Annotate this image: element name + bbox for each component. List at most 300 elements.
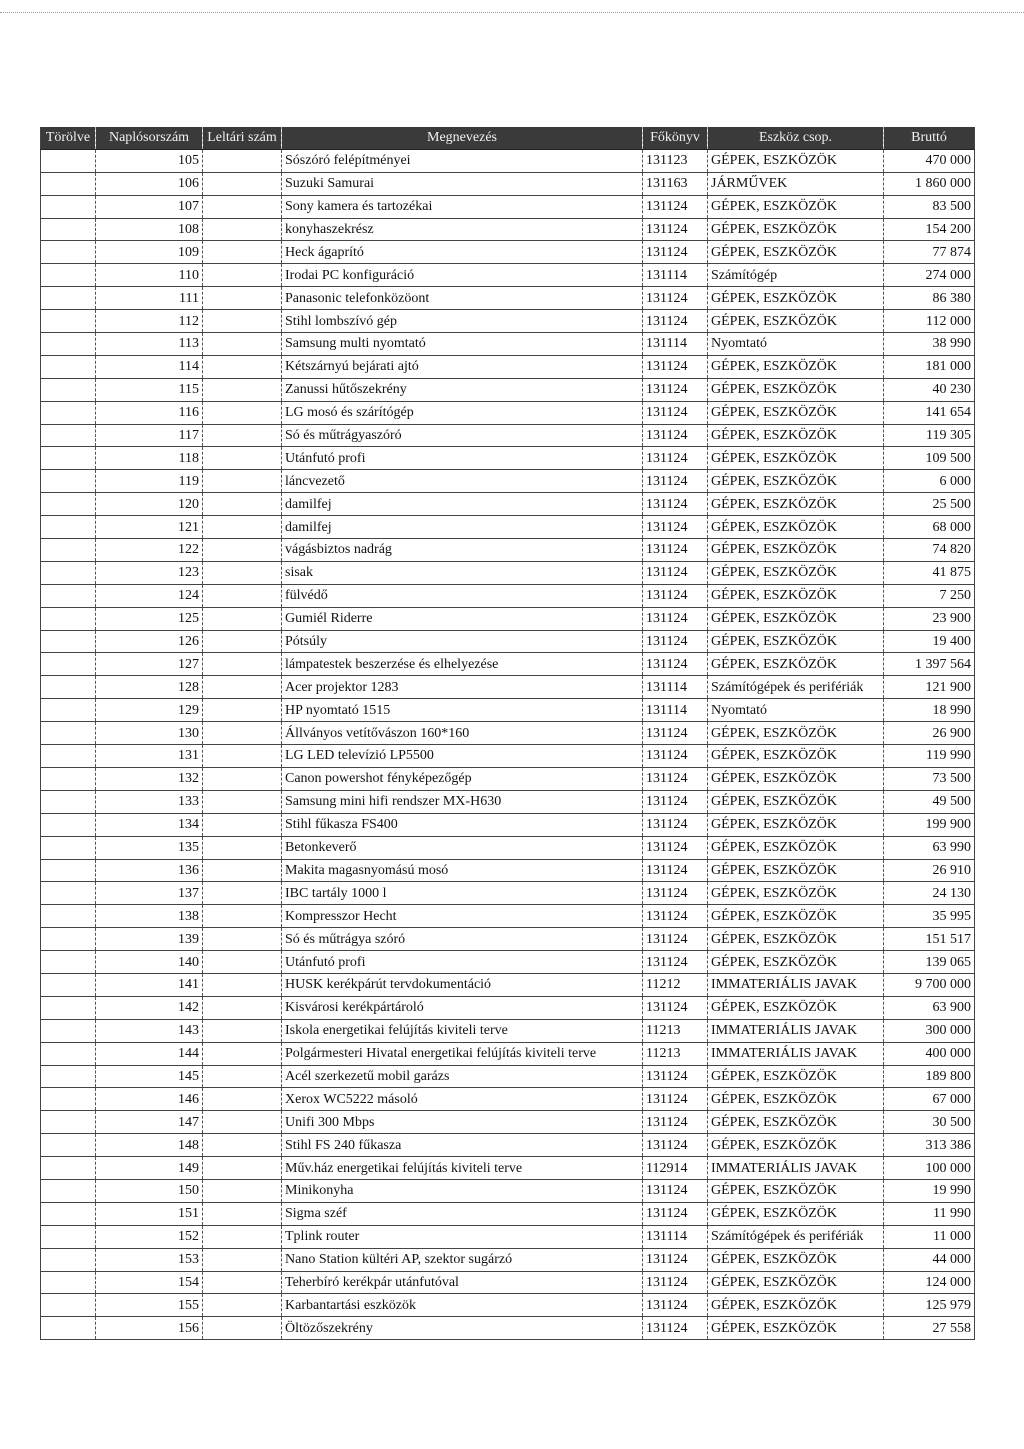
cell-deleted: [41, 1157, 96, 1180]
cell-inventory-number: [203, 516, 282, 539]
cell-inventory-number: [203, 584, 282, 607]
cell-deleted: [41, 1134, 96, 1157]
cell-asset-group: GÉPEK, ESZKÖZÖK: [708, 378, 884, 401]
cell-gross: 86 380: [884, 287, 975, 310]
cell-name: Műv.ház energetikai felújítás kiviteli terve: [282, 1157, 643, 1180]
cell-ledger: 131124: [643, 561, 708, 584]
table-row: [41, 1042, 975, 1065]
cell-deleted: [41, 1317, 96, 1340]
cell-log-number: 126: [96, 630, 203, 653]
cell-asset-group: GÉPEK, ESZKÖZÖK: [708, 1294, 884, 1317]
cell-inventory-number: [203, 195, 282, 218]
cell-asset-group: GÉPEK, ESZKÖZÖK: [708, 790, 884, 813]
cell-ledger: 112914: [643, 1157, 708, 1180]
cell-gross: 26 910: [884, 859, 975, 882]
cell-inventory-number: [203, 745, 282, 768]
cell-asset-group: Számítógép: [708, 264, 884, 287]
cell-deleted: [41, 287, 96, 310]
cell-name: Heck ágaprító: [282, 241, 643, 264]
cell-asset-group: GÉPEK, ESZKÖZÖK: [708, 218, 884, 241]
cell-log-number: 148: [96, 1134, 203, 1157]
cell-log-number: 144: [96, 1042, 203, 1065]
cell-gross: 181 000: [884, 355, 975, 378]
cell-name: Karbantartási eszközök: [282, 1294, 643, 1317]
cell-log-number: 155: [96, 1294, 203, 1317]
cell-gross: 25 500: [884, 493, 975, 516]
cell-inventory-number: [203, 951, 282, 974]
cell-ledger: 131114: [643, 699, 708, 722]
table-row: [41, 218, 975, 241]
table-row: [41, 928, 975, 951]
cell-inventory-number: [203, 1294, 282, 1317]
cell-ledger: 131124: [643, 996, 708, 1019]
table-row: [41, 790, 975, 813]
cell-asset-group: GÉPEK, ESZKÖZÖK: [708, 905, 884, 928]
cell-name: fülvédő: [282, 584, 643, 607]
cell-name: Irodai PC konfiguráció: [282, 264, 643, 287]
cell-deleted: [41, 516, 96, 539]
cell-log-number: 109: [96, 241, 203, 264]
cell-log-number: 139: [96, 928, 203, 951]
cell-ledger: 131124: [643, 607, 708, 630]
cell-name: Só és műtrágyaszóró: [282, 424, 643, 447]
table-row: [41, 905, 975, 928]
cell-deleted: [41, 996, 96, 1019]
header-log-number: Naplósorszám: [96, 127, 203, 149]
cell-ledger: 131124: [643, 241, 708, 264]
cell-name: láncvezető: [282, 470, 643, 493]
cell-log-number: 113: [96, 333, 203, 356]
cell-name: LG LED televízió LP5500: [282, 745, 643, 768]
cell-name: Állványos vetítővászon 160*160: [282, 722, 643, 745]
cell-gross: 77 874: [884, 241, 975, 264]
cell-inventory-number: [203, 699, 282, 722]
table-row: [41, 470, 975, 493]
cell-asset-group: GÉPEK, ESZKÖZÖK: [708, 149, 884, 172]
cell-deleted: [41, 1088, 96, 1111]
cell-deleted: [41, 767, 96, 790]
table-row: [41, 287, 975, 310]
cell-deleted: [41, 172, 96, 195]
cell-gross: 1 397 564: [884, 653, 975, 676]
cell-ledger: 131124: [643, 905, 708, 928]
cell-deleted: [41, 859, 96, 882]
cell-log-number: 105: [96, 149, 203, 172]
cell-asset-group: GÉPEK, ESZKÖZÖK: [708, 1248, 884, 1271]
cell-asset-group: GÉPEK, ESZKÖZÖK: [708, 424, 884, 447]
header-asset-group: Eszköz csop.: [708, 127, 884, 149]
table-row: [41, 1248, 975, 1271]
cell-name: Stihl lombszívó gép: [282, 310, 643, 333]
cell-gross: 44 000: [884, 1248, 975, 1271]
cell-gross: 109 500: [884, 447, 975, 470]
cell-asset-group: GÉPEK, ESZKÖZÖK: [708, 951, 884, 974]
cell-gross: 63 900: [884, 996, 975, 1019]
cell-deleted: [41, 1179, 96, 1202]
cell-inventory-number: [203, 447, 282, 470]
cell-asset-group: GÉPEK, ESZKÖZÖK: [708, 767, 884, 790]
cell-gross: 199 900: [884, 813, 975, 836]
cell-gross: 470 000: [884, 149, 975, 172]
cell-gross: 154 200: [884, 218, 975, 241]
cell-name: Iskola energetikai felújítás kiviteli terve: [282, 1019, 643, 1042]
cell-inventory-number: [203, 905, 282, 928]
cell-log-number: 132: [96, 767, 203, 790]
cell-log-number: 107: [96, 195, 203, 218]
cell-asset-group: GÉPEK, ESZKÖZÖK: [708, 355, 884, 378]
cell-asset-group: GÉPEK, ESZKÖZÖK: [708, 1271, 884, 1294]
cell-inventory-number: [203, 790, 282, 813]
table-row: [41, 1294, 975, 1317]
cell-gross: 11 000: [884, 1225, 975, 1248]
cell-asset-group: GÉPEK, ESZKÖZÖK: [708, 539, 884, 562]
cell-asset-group: Számítógépek és perifériák: [708, 676, 884, 699]
cell-ledger: 131124: [643, 928, 708, 951]
cell-asset-group: GÉPEK, ESZKÖZÖK: [708, 607, 884, 630]
table-row: [41, 859, 975, 882]
cell-deleted: [41, 1202, 96, 1225]
table-row: [41, 561, 975, 584]
table-row: [41, 699, 975, 722]
cell-inventory-number: [203, 1157, 282, 1180]
table-row: [41, 973, 975, 996]
cell-ledger: 131114: [643, 676, 708, 699]
cell-inventory-number: [203, 607, 282, 630]
cell-gross: 74 820: [884, 539, 975, 562]
cell-ledger: 131124: [643, 790, 708, 813]
cell-ledger: 131124: [643, 1088, 708, 1111]
cell-ledger: 131124: [643, 767, 708, 790]
cell-inventory-number: [203, 1248, 282, 1271]
header-inventory-number: Leltári szám: [203, 127, 282, 149]
cell-deleted: [41, 607, 96, 630]
table-row: [41, 355, 975, 378]
cell-log-number: 106: [96, 172, 203, 195]
cell-ledger: 131163: [643, 172, 708, 195]
cell-ledger: 131124: [643, 584, 708, 607]
cell-asset-group: GÉPEK, ESZKÖZÖK: [708, 1317, 884, 1340]
cell-inventory-number: [203, 401, 282, 424]
cell-log-number: 150: [96, 1179, 203, 1202]
cell-ledger: 131124: [643, 1271, 708, 1294]
cell-asset-group: GÉPEK, ESZKÖZÖK: [708, 401, 884, 424]
cell-name: IBC tartály 1000 l: [282, 882, 643, 905]
cell-log-number: 141: [96, 973, 203, 996]
cell-log-number: 138: [96, 905, 203, 928]
cell-inventory-number: [203, 1088, 282, 1111]
table-row: [41, 745, 975, 768]
cell-gross: 121 900: [884, 676, 975, 699]
cell-log-number: 114: [96, 355, 203, 378]
cell-asset-group: GÉPEK, ESZKÖZÖK: [708, 996, 884, 1019]
cell-gross: 313 386: [884, 1134, 975, 1157]
cell-asset-group: GÉPEK, ESZKÖZÖK: [708, 722, 884, 745]
cell-name: lámpatestek beszerzése és elhelyezése: [282, 653, 643, 676]
cell-log-number: 146: [96, 1088, 203, 1111]
cell-name: konyhaszekrész: [282, 218, 643, 241]
cell-log-number: 147: [96, 1111, 203, 1134]
cell-name: Unifi 300 Mbps: [282, 1111, 643, 1134]
cell-name: Stihl fűkasza FS400: [282, 813, 643, 836]
cell-gross: 40 230: [884, 378, 975, 401]
cell-ledger: 131124: [643, 539, 708, 562]
cell-inventory-number: [203, 149, 282, 172]
cell-asset-group: IMMATERIÁLIS JAVAK: [708, 973, 884, 996]
cell-name: Suzuki Samurai: [282, 172, 643, 195]
cell-gross: 63 990: [884, 836, 975, 859]
cell-asset-group: IMMATERIÁLIS JAVAK: [708, 1157, 884, 1180]
cell-deleted: [41, 264, 96, 287]
cell-inventory-number: [203, 767, 282, 790]
cell-deleted: [41, 1271, 96, 1294]
cell-log-number: 115: [96, 378, 203, 401]
cell-log-number: 134: [96, 813, 203, 836]
cell-asset-group: GÉPEK, ESZKÖZÖK: [708, 470, 884, 493]
cell-inventory-number: [203, 561, 282, 584]
header-ledger: Főkönyv: [643, 127, 708, 149]
cell-asset-group: GÉPEK, ESZKÖZÖK: [708, 195, 884, 218]
table-row: [41, 813, 975, 836]
cell-log-number: 116: [96, 401, 203, 424]
cell-log-number: 145: [96, 1065, 203, 1088]
cell-deleted: [41, 218, 96, 241]
cell-gross: 26 900: [884, 722, 975, 745]
cell-deleted: [41, 561, 96, 584]
cell-deleted: [41, 722, 96, 745]
cell-gross: 7 250: [884, 584, 975, 607]
cell-ledger: 131124: [643, 310, 708, 333]
cell-ledger: 131124: [643, 447, 708, 470]
cell-gross: 19 990: [884, 1179, 975, 1202]
cell-gross: 119 305: [884, 424, 975, 447]
header-row: [41, 127, 975, 149]
cell-inventory-number: [203, 333, 282, 356]
cell-deleted: [41, 699, 96, 722]
cell-ledger: 11212: [643, 973, 708, 996]
cell-deleted: [41, 584, 96, 607]
cell-deleted: [41, 676, 96, 699]
cell-name: Sigma széf: [282, 1202, 643, 1225]
cell-log-number: 136: [96, 859, 203, 882]
cell-ledger: 131124: [643, 836, 708, 859]
cell-deleted: [41, 1111, 96, 1134]
cell-name: Teherbíró kerékpár utánfutóval: [282, 1271, 643, 1294]
cell-inventory-number: [203, 1317, 282, 1340]
cell-asset-group: Számítógépek és perifériák: [708, 1225, 884, 1248]
table-row: [41, 630, 975, 653]
cell-inventory-number: [203, 836, 282, 859]
cell-inventory-number: [203, 264, 282, 287]
cell-inventory-number: [203, 722, 282, 745]
header-name: Megnevezés: [282, 127, 643, 149]
cell-name: Polgármesteri Hivatal energetikai felújítás kiviteli terve: [282, 1042, 643, 1065]
cell-gross: 83 500: [884, 195, 975, 218]
cell-name: Canon powershot fényképezőgép: [282, 767, 643, 790]
cell-name: Samsung mini hifi rendszer MX-H630: [282, 790, 643, 813]
cell-inventory-number: [203, 1042, 282, 1065]
cell-name: Nano Station kültéri AP, szektor sugárzó: [282, 1248, 643, 1271]
cell-gross: 18 990: [884, 699, 975, 722]
cell-gross: 24 130: [884, 882, 975, 905]
cell-name: HUSK kerékpárút tervdokumentáció: [282, 973, 643, 996]
cell-gross: 1 860 000: [884, 172, 975, 195]
table-row: [41, 378, 975, 401]
cell-deleted: [41, 653, 96, 676]
cell-asset-group: Nyomtató: [708, 333, 884, 356]
cell-log-number: 108: [96, 218, 203, 241]
cell-deleted: [41, 424, 96, 447]
table-row: [41, 1271, 975, 1294]
table-row: [41, 424, 975, 447]
cell-log-number: 120: [96, 493, 203, 516]
cell-name: damilfej: [282, 493, 643, 516]
cell-log-number: 135: [96, 836, 203, 859]
table-row: [41, 767, 975, 790]
cell-name: Acél szerkezetű mobil garázs: [282, 1065, 643, 1088]
table-row: [41, 676, 975, 699]
cell-log-number: 127: [96, 653, 203, 676]
cell-name: Zanussi hűtőszekrény: [282, 378, 643, 401]
cell-asset-group: GÉPEK, ESZKÖZÖK: [708, 584, 884, 607]
table-row: [41, 401, 975, 424]
cell-ledger: 131124: [643, 1317, 708, 1340]
cell-ledger: 131124: [643, 630, 708, 653]
cell-gross: 274 000: [884, 264, 975, 287]
table-row: [41, 310, 975, 333]
cell-ledger: 131124: [643, 470, 708, 493]
cell-name: Só és műtrágya szóró: [282, 928, 643, 951]
cell-inventory-number: [203, 630, 282, 653]
cell-log-number: 151: [96, 1202, 203, 1225]
table-row: [41, 264, 975, 287]
cell-inventory-number: [203, 1134, 282, 1157]
cell-name: vágásbiztos nadrág: [282, 539, 643, 562]
cell-deleted: [41, 882, 96, 905]
cell-asset-group: GÉPEK, ESZKÖZÖK: [708, 287, 884, 310]
cell-name: Tplink router: [282, 1225, 643, 1248]
cell-log-number: 117: [96, 424, 203, 447]
cell-ledger: 131124: [643, 1065, 708, 1088]
table-row: [41, 951, 975, 974]
header-deleted: Törölve: [41, 127, 96, 149]
table-row: [41, 195, 975, 218]
cell-ledger: 131124: [643, 195, 708, 218]
cell-gross: 6 000: [884, 470, 975, 493]
table-body: [41, 149, 975, 1339]
cell-asset-group: GÉPEK, ESZKÖZÖK: [708, 882, 884, 905]
cell-ledger: 131124: [643, 493, 708, 516]
cell-deleted: [41, 745, 96, 768]
cell-asset-group: GÉPEK, ESZKÖZÖK: [708, 493, 884, 516]
cell-inventory-number: [203, 218, 282, 241]
cell-gross: 189 800: [884, 1065, 975, 1088]
cell-inventory-number: [203, 973, 282, 996]
cell-ledger: 131124: [643, 859, 708, 882]
cell-asset-group: Nyomtató: [708, 699, 884, 722]
cell-deleted: [41, 928, 96, 951]
cell-ledger: 131124: [643, 722, 708, 745]
cell-ledger: 11213: [643, 1042, 708, 1065]
cell-ledger: 131124: [643, 951, 708, 974]
cell-inventory-number: [203, 470, 282, 493]
cell-ledger: 131124: [643, 1248, 708, 1271]
cell-name: Sószóró felépítményei: [282, 149, 643, 172]
cell-ledger: 131124: [643, 1202, 708, 1225]
cell-log-number: 112: [96, 310, 203, 333]
cell-deleted: [41, 905, 96, 928]
cell-gross: 119 990: [884, 745, 975, 768]
cell-log-number: 152: [96, 1225, 203, 1248]
cell-ledger: 131114: [643, 1225, 708, 1248]
cell-log-number: 153: [96, 1248, 203, 1271]
cell-name: Öltözőszekrény: [282, 1317, 643, 1340]
cell-inventory-number: [203, 1271, 282, 1294]
cell-asset-group: GÉPEK, ESZKÖZÖK: [708, 516, 884, 539]
cell-name: Stihl FS 240 fűkasza: [282, 1134, 643, 1157]
cell-log-number: 123: [96, 561, 203, 584]
cell-log-number: 119: [96, 470, 203, 493]
table-row: [41, 447, 975, 470]
cell-asset-group: GÉPEK, ESZKÖZÖK: [708, 1088, 884, 1111]
table-row: [41, 836, 975, 859]
table-row: [41, 882, 975, 905]
cell-deleted: [41, 241, 96, 264]
cell-deleted: [41, 951, 96, 974]
cell-deleted: [41, 813, 96, 836]
cell-asset-group: GÉPEK, ESZKÖZÖK: [708, 1111, 884, 1134]
cell-name: Xerox WC5222 másoló: [282, 1088, 643, 1111]
cell-deleted: [41, 149, 96, 172]
cell-name: Kompresszor Hecht: [282, 905, 643, 928]
cell-asset-group: GÉPEK, ESZKÖZÖK: [708, 859, 884, 882]
cell-ledger: 11213: [643, 1019, 708, 1042]
cell-gross: 400 000: [884, 1042, 975, 1065]
cell-log-number: 130: [96, 722, 203, 745]
cell-ledger: 131124: [643, 378, 708, 401]
cell-ledger: 131123: [643, 149, 708, 172]
cell-gross: 35 995: [884, 905, 975, 928]
cell-log-number: 122: [96, 539, 203, 562]
cell-inventory-number: [203, 1111, 282, 1134]
cell-ledger: 131124: [643, 813, 708, 836]
cell-log-number: 143: [96, 1019, 203, 1042]
cell-ledger: 131124: [643, 1111, 708, 1134]
cell-deleted: [41, 355, 96, 378]
cell-log-number: 140: [96, 951, 203, 974]
cell-asset-group: GÉPEK, ESZKÖZÖK: [708, 630, 884, 653]
table-row: [41, 653, 975, 676]
cell-asset-group: GÉPEK, ESZKÖZÖK: [708, 836, 884, 859]
table-row: [41, 241, 975, 264]
cell-inventory-number: [203, 928, 282, 951]
cell-asset-group: GÉPEK, ESZKÖZÖK: [708, 1065, 884, 1088]
cell-inventory-number: [203, 653, 282, 676]
cell-log-number: 156: [96, 1317, 203, 1340]
cell-deleted: [41, 539, 96, 562]
cell-gross: 30 500: [884, 1111, 975, 1134]
cell-deleted: [41, 1019, 96, 1042]
table-row: [41, 1019, 975, 1042]
cell-gross: 141 654: [884, 401, 975, 424]
cell-name: Pótsúly: [282, 630, 643, 653]
cell-gross: 300 000: [884, 1019, 975, 1042]
cell-log-number: 110: [96, 264, 203, 287]
table-row: [41, 149, 975, 172]
cell-log-number: 129: [96, 699, 203, 722]
cell-asset-group: JÁRMŰVEK: [708, 172, 884, 195]
table-row: [41, 722, 975, 745]
cell-log-number: 142: [96, 996, 203, 1019]
